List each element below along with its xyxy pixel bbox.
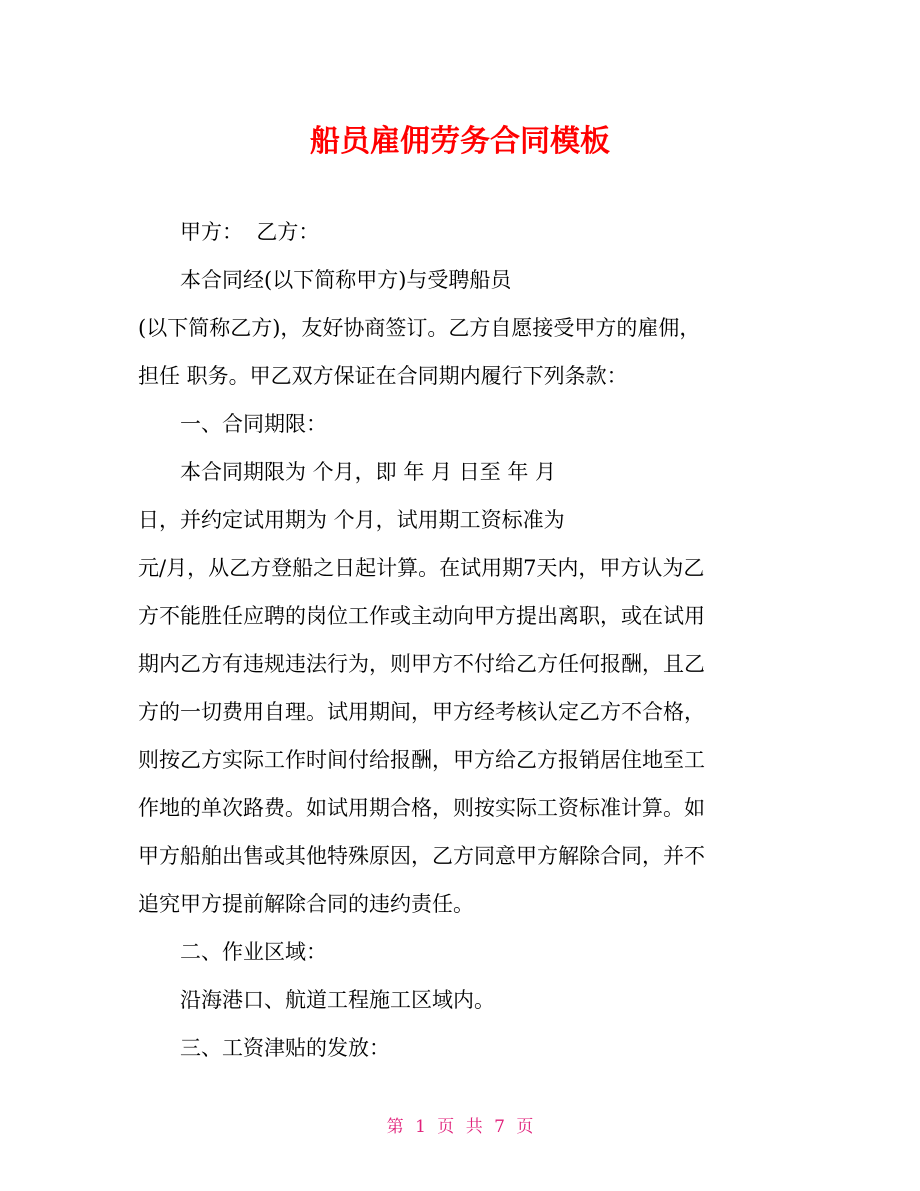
paragraph-line: 担任 职务。甲乙双方保证在合同期内履行下列条款： — [138, 364, 628, 388]
paragraph-line: 三、工资津贴的发放： — [180, 1036, 390, 1060]
document-title: 船员雇佣劳务合同模板 — [310, 124, 610, 159]
page-footer: 第 1 页 共 7 页 — [386, 1117, 534, 1137]
document-body — [138, 208, 788, 1072]
paragraph-line: 沿海港口、航道工程施工区域内。 — [180, 988, 495, 1012]
paragraph-line: 作地的单次路费。如试用期合格，则按实际工资标准计算。如 — [138, 796, 705, 820]
paragraph-line: 追究甲方提前解除合同的违约责任。 — [138, 892, 474, 916]
paragraph-line: 甲方船舶出售或其他特殊原因，乙方同意甲方解除合同，并不 — [138, 844, 705, 868]
paragraph-line: 期内乙方有违规违法行为，则甲方不付给乙方任何报酬，且乙 — [138, 652, 705, 676]
paragraph-line: 元/月，从乙方登船之日起计算。在试用期7天内，甲方认为乙 — [138, 556, 705, 580]
paragraph-line: 本合同期限为 个月，即 年 月 日至 年 月 — [180, 460, 557, 484]
paragraph-line: 则按乙方实际工作时间付给报酬，甲方给乙方报销居住地至工 — [138, 748, 705, 772]
paragraph-line: (以下简称乙方)，友好协商签订。乙方自愿接受甲方的雇佣， — [138, 316, 701, 340]
paragraph-line: 本合同经(以下简称甲方)与受聘船员 — [180, 268, 512, 292]
paragraph-line: 一、合同期限： — [180, 412, 327, 436]
paragraph-line: 方不能胜任应聘的岗位工作或主动向甲方提出离职，或在试用 — [138, 604, 705, 628]
paragraph-line: 甲方： 乙方： — [180, 220, 320, 244]
paragraph-line: 日，并约定试用期为 个月，试用期工资标准为 — [138, 508, 565, 532]
paragraph-line: 二、作业区域： — [180, 940, 327, 964]
paragraph-line: 方的一切费用自理。试用期间，甲方经考核认定乙方不合格， — [138, 700, 705, 724]
